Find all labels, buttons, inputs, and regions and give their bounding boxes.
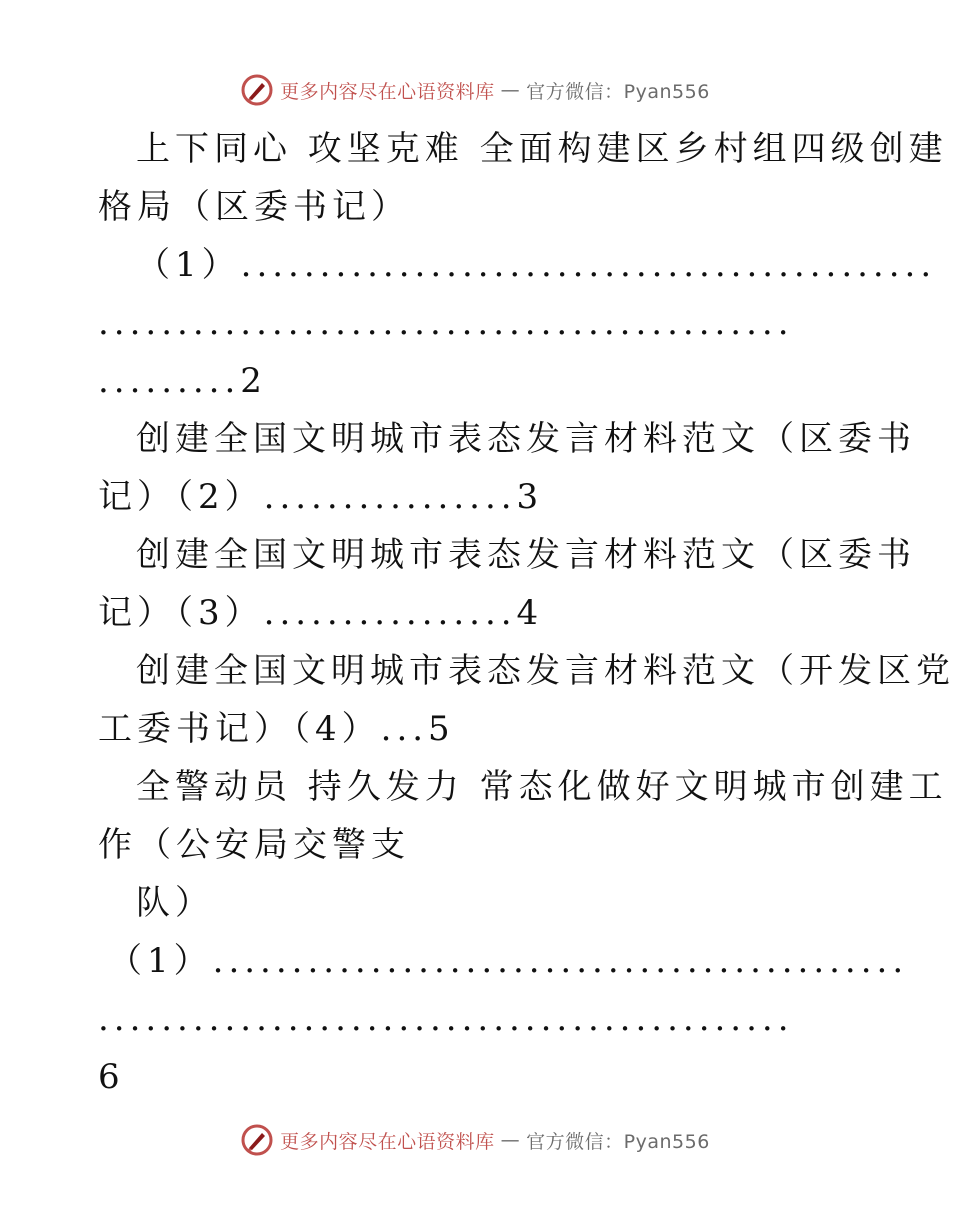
toc-line: 队） <box>136 883 214 923</box>
watermark-contact-text: 官方微信：Pyan556 <box>526 1130 710 1153</box>
toc-line: .........2 <box>98 361 267 401</box>
pen-logo-icon <box>240 1123 274 1157</box>
watermark-main-text: 更多内容尽在心语资料库 <box>280 1130 495 1153</box>
table-of-contents <box>98 120 955 1106</box>
toc-line: （1）............................................ <box>136 245 937 285</box>
watermark-main-text: 更多内容尽在心语资料库 <box>280 80 495 103</box>
toc-line: 作（公安局交警支 <box>98 825 410 865</box>
toc-line: ............................................ <box>98 999 794 1039</box>
watermark-contact-text: 官方微信：Pyan556 <box>526 80 710 103</box>
toc-line: 6 <box>98 1057 125 1097</box>
toc-line: 全警动员 持久发力 常态化做好文明城市创建工 <box>136 767 948 807</box>
toc-line: 创建全国文明城市表态发言材料范文（开发区党 <box>136 651 955 691</box>
toc-line: ............................................ <box>98 303 794 343</box>
toc-line: 格局（区委书记） <box>98 187 410 227</box>
toc-line: （1）............................................ <box>108 941 909 981</box>
watermark-banner-bottom <box>0 1120 950 1160</box>
watermark-banner-top <box>0 70 950 110</box>
watermark-separator: — <box>500 1129 521 1151</box>
toc-line: 创建全国文明城市表态发言材料范文（区委书 <box>136 535 916 575</box>
toc-line: 工委书记）（4）...5 <box>98 709 455 749</box>
toc-line: 上下同心 攻坚克难 全面构建区乡村组四级创建 <box>136 129 948 169</box>
pen-logo-icon <box>240 73 274 107</box>
watermark-separator: — <box>500 79 521 101</box>
toc-line: 创建全国文明城市表态发言材料范文（区委书 <box>136 419 916 459</box>
toc-line: 记）（2）................3 <box>98 477 544 517</box>
toc-line: 记）（3）................4 <box>98 593 544 633</box>
